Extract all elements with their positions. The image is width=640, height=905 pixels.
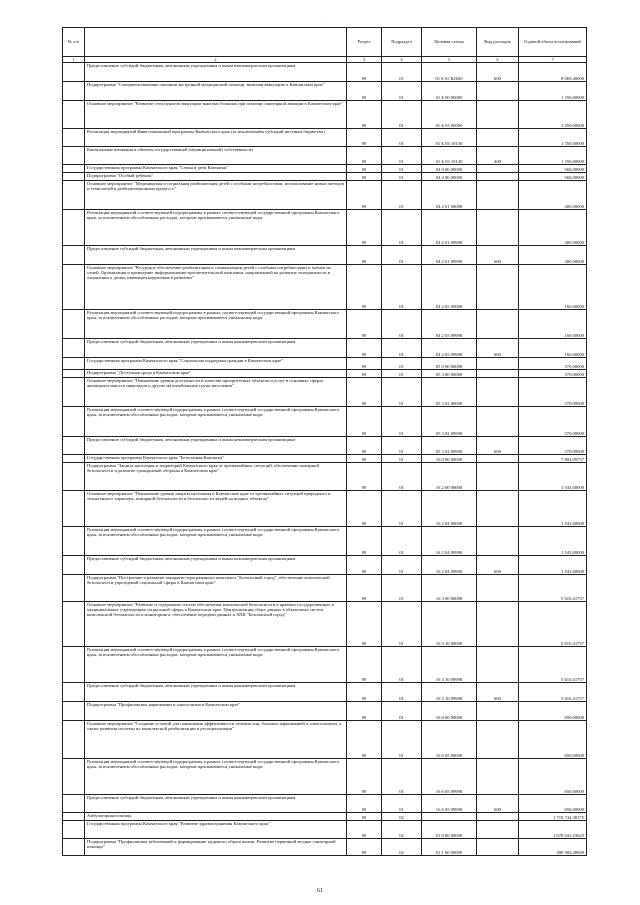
cell-number — [63, 575, 85, 602]
cell-amount: 1 718 744,38175 — [519, 813, 587, 821]
cell-podrazdel: 01 — [382, 556, 422, 575]
cell-statya: 04 2 05 09990 — [422, 339, 477, 358]
cell-podrazdel: 01 — [382, 147, 422, 165]
cell-podrazdel: 02 — [382, 839, 422, 856]
cell-number — [63, 339, 85, 358]
cell-statya: 01 Б 03 10130 — [422, 147, 477, 165]
cell-name: Основное мероприятие "Ресурсное обеспечение реабилитации и социализации детей с особыми потребностями и членов их семей. Организация и проведение информационно-просветительской кампании, направленной на развитие толерантности в отношении к детям, имеющим нарушения в развитии" — [85, 265, 347, 310]
cell-amount: 1 350,00000 — [519, 147, 587, 165]
cell-podrazdel: 01 — [382, 129, 422, 147]
cell-number — [63, 527, 85, 556]
header-amount: Годовой объем ассигнований — [519, 28, 587, 57]
budget-table — [62, 27, 587, 856]
cell-vid: 600 — [477, 556, 519, 575]
cell-podrazdel: 01 — [382, 437, 422, 455]
cell-statya: 16 3 10 09990 — [422, 647, 477, 683]
table-row — [63, 181, 587, 210]
cell-razdel: 09 — [347, 147, 382, 165]
cell-vid: 400 — [477, 147, 519, 165]
cell-statya: 01 8 01 R2020 — [422, 63, 477, 82]
cell-name: Предоставление субсидий бюджетным, автономным учреждениям и иным некоммерческим организациям — [85, 63, 347, 82]
cell-number — [63, 82, 85, 101]
column-number: 6 — [477, 57, 519, 63]
cell-number — [63, 795, 85, 813]
table-row — [63, 821, 587, 839]
cell-vid — [477, 491, 519, 527]
cell-name: Капитальные вложения в объекты государственной (муниципальной) собственности — [85, 147, 347, 165]
table-row — [63, 721, 587, 759]
cell-number — [63, 129, 85, 147]
cell-amount: 370,00000 — [519, 437, 587, 455]
cell-statya: 01 Б 03 10130 — [422, 129, 477, 147]
cell-podrazdel: 01 — [382, 491, 422, 527]
cell-number — [63, 463, 85, 491]
cell-name: Реализация мероприятий соответствующей подпрограммы в рамках соответствующей государственной программы Камчатского края, за исключением обособленных расходов, которым присваиваются уникальные коды — [85, 647, 347, 683]
cell-amount: 400,00000 — [519, 181, 587, 210]
page-number: 61 — [317, 888, 323, 894]
table-row — [63, 683, 587, 702]
cell-podrazdel: 01 — [382, 702, 422, 721]
table-row — [63, 575, 587, 602]
cell-vid: 600 — [477, 437, 519, 455]
table-row — [63, 527, 587, 556]
header-name — [85, 28, 347, 57]
cell-podrazdel: 01 — [382, 246, 422, 265]
cell-name: Реализация мероприятий Инвестиционной программы Камчатского края (за исключением субсидий местным бюджетам) — [85, 129, 347, 147]
cell-name: Подпрограмма "Построение и развитие аппаратно-программного комплекса "Безопасный город", обеспечение комплексной безопасности учреждений социальной сферы в Камчатском крае" — [85, 575, 347, 602]
cell-amount: 370,00000 — [519, 358, 587, 370]
cell-razdel: 09 — [347, 210, 382, 246]
cell-amount: 400,00000 — [519, 210, 587, 246]
cell-razdel: 09 — [347, 82, 382, 101]
cell-razdel: 09 — [347, 575, 382, 602]
column-number: 4 — [382, 57, 422, 63]
cell-razdel: 09 — [347, 63, 382, 82]
cell-name: Амбулаторная помощь — [85, 813, 347, 821]
cell-podrazdel: 01 — [382, 165, 422, 173]
cell-amount: 650,00000 — [519, 795, 587, 813]
cell-amount: 1 543,68000 — [519, 527, 587, 556]
cell-number — [63, 101, 85, 129]
table-row — [63, 370, 587, 378]
cell-vid — [477, 165, 519, 173]
table-row — [63, 358, 587, 370]
cell-statya: 16 2 00 00000 — [422, 463, 477, 491]
cell-razdel: 09 — [347, 129, 382, 147]
column-number: 2 — [85, 57, 347, 63]
cell-statya: 16 3 10 00000 — [422, 602, 477, 647]
table-row — [63, 759, 587, 795]
table-header-row — [63, 28, 587, 57]
cell-podrazdel: 01 — [382, 463, 422, 491]
table-row — [63, 246, 587, 265]
cell-vid: 600 — [477, 63, 519, 82]
cell-amount: 1 543,68000 — [519, 463, 587, 491]
cell-name: Основное мероприятие "Создание условий для повышения эффективности лечения лиц, больных наркоманией и алкоголизмом, а также развития системы их комплексной реабилитации и ресоциализации" — [85, 721, 347, 759]
table-row — [63, 210, 587, 246]
cell-number — [63, 181, 85, 210]
cell-vid — [477, 759, 519, 795]
cell-statya: 16 3 00 00000 — [422, 575, 477, 602]
table-row — [63, 63, 587, 82]
header-number: № п/п — [63, 28, 85, 57]
cell-amount: 1 350,00000 — [519, 129, 587, 147]
cell-statya: 05 3 00 00000 — [422, 370, 477, 378]
cell-name: Подпрограмма "Совершенствование оказания экстренной медицинской помощи, включая эвакуацию в Камчатском крае" — [85, 82, 347, 101]
cell-razdel: 09 — [347, 165, 382, 173]
cell-vid: 600 — [477, 339, 519, 358]
cell-vid — [477, 721, 519, 759]
table-row — [63, 463, 587, 491]
cell-number — [63, 407, 85, 437]
cell-amount: 650,00000 — [519, 702, 587, 721]
cell-number — [63, 491, 85, 527]
cell-razdel: 09 — [347, 173, 382, 181]
column-number: 1 — [63, 57, 85, 63]
table-body — [63, 63, 587, 856]
cell-podrazdel: 01 — [382, 173, 422, 181]
header-podrazdel: Подраздел — [382, 28, 422, 57]
cell-podrazdel: 01 — [382, 759, 422, 795]
cell-name: Подпрограмма "Профилактика заболеваний и формирование здорового образа жизни. Развитие первичной медико-санитарной помощи" — [85, 839, 347, 856]
cell-number — [63, 210, 85, 246]
cell-statya: 01 1 00 00000 — [422, 839, 477, 856]
cell-vid: 600 — [477, 795, 519, 813]
cell-name: Основное мероприятие "Медицинская и социальная реабилитация детей с особыми потребностями, использование новых методов и технологий в реабилитационном процессе" — [85, 181, 347, 210]
header-vid: Вид расходов — [477, 28, 519, 57]
cell-number — [63, 455, 85, 463]
cell-number — [63, 813, 85, 821]
cell-razdel: 09 — [347, 101, 382, 129]
cell-razdel: 09 — [347, 491, 382, 527]
cell-razdel: 09 — [347, 339, 382, 358]
cell-podrazdel: 01 — [382, 683, 422, 702]
cell-vid — [477, 82, 519, 101]
cell-podrazdel: 01 — [382, 82, 422, 101]
cell-amount: 1 543,68000 — [519, 556, 587, 575]
cell-statya: 16 6 05 09990 — [422, 759, 477, 795]
table-row — [63, 173, 587, 181]
table-row — [63, 310, 587, 339]
cell-razdel: 09 — [347, 265, 382, 310]
cell-name: Предоставление субсидий бюджетным, автономным учреждениям и иным некоммерческим организациям — [85, 246, 347, 265]
cell-razdel: 09 — [347, 602, 382, 647]
cell-podrazdel: 02 — [382, 821, 422, 839]
cell-vid — [477, 358, 519, 370]
cell-statya: 04 2 01 09990 — [422, 210, 477, 246]
cell-name: Государственная программа Камчатского края "Семья и дети Камчатки" — [85, 165, 347, 173]
cell-statya: 01 Б 00 00000 — [422, 82, 477, 101]
cell-statya: 16 6 05 09990 — [422, 795, 477, 813]
cell-number — [63, 647, 85, 683]
scan-mark: · — [322, 17, 324, 22]
table-row — [63, 455, 587, 463]
cell-amount: 160,00000 — [519, 310, 587, 339]
cell-amount: 370,00000 — [519, 407, 587, 437]
cell-vid — [477, 813, 519, 821]
cell-vid — [477, 407, 519, 437]
cell-amount: 400,00000 — [519, 246, 587, 265]
cell-name: Государственная программа Камчатского края "Развитие здравоохранения Камчатского края" — [85, 821, 347, 839]
cell-name: Подпрограмма "Профилактика наркомании и алкоголизма в Камчатском крае" — [85, 702, 347, 721]
cell-razdel: 09 — [347, 378, 382, 407]
cell-vid — [477, 821, 519, 839]
cell-vid — [477, 129, 519, 147]
cell-podrazdel: 01 — [382, 101, 422, 129]
cell-amount: 5 610,41757 — [519, 647, 587, 683]
cell-vid — [477, 310, 519, 339]
cell-podrazdel: 01 — [382, 265, 422, 310]
cell-number — [63, 839, 85, 856]
cell-vid — [477, 101, 519, 129]
cell-number — [63, 147, 85, 165]
table-row — [63, 795, 587, 813]
cell-statya: 04 0 00 00000 — [422, 165, 477, 173]
cell-number — [63, 165, 85, 173]
cell-name: Реализация мероприятий соответствующей подпрограммы в рамках соответствующей государственной программы Камчатского края, за исключением обособленных расходов, которым присваиваются уникальные коды — [85, 210, 347, 246]
cell-statya: 04 2 05 00000 — [422, 265, 477, 310]
cell-vid — [477, 370, 519, 378]
cell-number — [63, 556, 85, 575]
cell-razdel: 09 — [347, 463, 382, 491]
cell-statya: 04 2 05 09990 — [422, 310, 477, 339]
cell-podrazdel: 01 — [382, 455, 422, 463]
cell-razdel: 09 — [347, 556, 382, 575]
cell-number — [63, 683, 85, 702]
cell-podrazdel: 01 — [382, 527, 422, 556]
table-row — [63, 378, 587, 407]
cell-vid: 600 — [477, 683, 519, 702]
cell-statya — [422, 813, 477, 821]
cell-razdel: 09 — [347, 683, 382, 702]
cell-razdel: 09 — [347, 721, 382, 759]
table-row — [63, 265, 587, 310]
cell-amount: 5 610,41757 — [519, 683, 587, 702]
cell-podrazdel: 01 — [382, 795, 422, 813]
cell-amount: 370,00000 — [519, 370, 587, 378]
cell-amount: 650,00000 — [519, 759, 587, 795]
cell-statya: 16 2 04 00000 — [422, 491, 477, 527]
cell-name: Предоставление субсидий бюджетным, автономным учреждениям и иным некоммерческим организациям — [85, 339, 347, 358]
cell-statya: 16 3 10 09990 — [422, 683, 477, 702]
cell-podrazdel: 02 — [382, 813, 422, 821]
cell-podrazdel: 01 — [382, 370, 422, 378]
cell-name: Предоставление субсидий бюджетным, автономным учреждениям и иным некоммерческим организациям — [85, 556, 347, 575]
cell-number — [63, 310, 85, 339]
cell-razdel: 09 — [347, 246, 382, 265]
table-row — [63, 491, 587, 527]
cell-number — [63, 358, 85, 370]
cell-podrazdel: 01 — [382, 721, 422, 759]
cell-number — [63, 370, 85, 378]
table-row — [63, 129, 587, 147]
cell-statya: 05 3 02 09990 — [422, 437, 477, 455]
cell-vid — [477, 647, 519, 683]
table-row — [63, 839, 587, 856]
cell-razdel: 09 — [347, 310, 382, 339]
cell-statya: 01 Б 03 00000 — [422, 101, 477, 129]
cell-vid — [477, 181, 519, 210]
cell-name: Государственная программа Камчатского края "Безопасная Камчатка" — [85, 455, 347, 463]
cell-name: Реализация мероприятий соответствующей подпрограммы в рамках соответствующей государственной программы Камчатского края, за исключением обособленных расходов, которым присваиваются уникальные коды — [85, 759, 347, 795]
cell-name: Предоставление субсидий бюджетным, автономным учреждениям и иным некоммерческим организациям — [85, 683, 347, 702]
cell-statya: 01 0 00 00000 — [422, 821, 477, 839]
cell-razdel: 09 — [347, 358, 382, 370]
cell-name: Реализация мероприятий соответствующей подпрограммы в рамках соответствующей государственной программы Камчатского края, за исключением обособленных расходов, которым присваиваются уникальные коды — [85, 407, 347, 437]
cell-statya: 04 2 01 09990 — [422, 246, 477, 265]
cell-statya: 16 0 00 00000 — [422, 455, 477, 463]
cell-vid — [477, 575, 519, 602]
cell-vid — [477, 455, 519, 463]
cell-amount: 8 069,40000 — [519, 63, 587, 82]
cell-podrazdel: 01 — [382, 358, 422, 370]
cell-statya: 16 6 05 00000 — [422, 721, 477, 759]
header-statya: Целевая статья — [422, 28, 477, 57]
cell-name: Государственная программа Камчатского края "Социальная поддержка граждан в Камчатском крае" — [85, 358, 347, 370]
table-row — [63, 647, 587, 683]
cell-number — [63, 378, 85, 407]
cell-razdel: 09 — [347, 702, 382, 721]
cell-number — [63, 602, 85, 647]
cell-podrazdel: 01 — [382, 181, 422, 210]
cell-name: Предоставление субсидий бюджетным, автономным учреждениям и иным некоммерческим организациям — [85, 795, 347, 813]
cell-vid — [477, 839, 519, 856]
table-row — [63, 602, 587, 647]
cell-number — [63, 821, 85, 839]
cell-amount: 160,00000 — [519, 339, 587, 358]
header-razdel: Раздел — [347, 28, 382, 57]
cell-podrazdel: 01 — [382, 602, 422, 647]
cell-razdel: 09 — [347, 839, 382, 856]
cell-statya: 16 2 04 09990 — [422, 527, 477, 556]
cell-vid — [477, 378, 519, 407]
cell-number — [63, 437, 85, 455]
cell-vid: 600 — [477, 246, 519, 265]
cell-name: Предоставление субсидий бюджетным, автономным учреждениям и иным некоммерческим организациям — [85, 437, 347, 455]
column-number: 3 — [347, 57, 382, 63]
cell-statya: 04 2 00 00000 — [422, 173, 477, 181]
cell-vid — [477, 463, 519, 491]
cell-amount: 1 350,00000 — [519, 82, 587, 101]
cell-razdel: 09 — [347, 527, 382, 556]
cell-amount: 560,00000 — [519, 173, 587, 181]
cell-razdel: 09 — [347, 647, 382, 683]
cell-amount: 1 350,00000 — [519, 101, 587, 129]
cell-amount: 5 610,41757 — [519, 602, 587, 647]
cell-razdel: 09 — [347, 455, 382, 463]
cell-number — [63, 702, 85, 721]
cell-razdel: 09 — [347, 821, 382, 839]
cell-amount: 1 543,68000 — [519, 491, 587, 527]
column-number: 5 — [422, 57, 477, 63]
cell-number — [63, 63, 85, 82]
cell-name: Основное мероприятие "Повышение уровня защиты населения в Камчатском крае от чрезвычайных ситуаций природного и техногенного характера, пожарной безопасности и безопасности людей на водных объектах" — [85, 491, 347, 527]
cell-podrazdel: 01 — [382, 63, 422, 82]
cell-podrazdel: 01 — [382, 647, 422, 683]
cell-razdel: 09 — [347, 181, 382, 210]
cell-name: Основное мероприятие "Повышение уровня доступности и качества приоритетных объектов и услуг в основных сферах жизнедеятельности инвалидов и других маломобильных групп населения" — [85, 378, 347, 407]
table-row — [63, 407, 587, 437]
table-row — [63, 82, 587, 101]
cell-statya: 04 2 01 00000 — [422, 181, 477, 210]
cell-amount: 560,00000 — [519, 165, 587, 173]
cell-podrazdel: 01 — [382, 407, 422, 437]
cell-vid — [477, 265, 519, 310]
cell-name: Основное мероприятие "Развитие сети пунктов эвакуации тяжелых больных при помощи санитарной авиации в Камчатском крае" — [85, 101, 347, 129]
cell-number — [63, 246, 85, 265]
cell-amount: 160,00000 — [519, 265, 587, 310]
cell-name: Основное мероприятие "Развитие и содержание систем обеспечения комплексной безопасности в краевых государственных и муниципальных учреждениях социальной сферы в Камчатском крае. Централизация сбора данных в объектовых систем комплексной безопасности и мониторинга, обеспечение передачи данных в АПК "Безопасный город" — [85, 602, 347, 647]
cell-statya: 05 3 02 09990 — [422, 407, 477, 437]
table-row — [63, 813, 587, 821]
cell-vid — [477, 602, 519, 647]
cell-podrazdel: 01 — [382, 339, 422, 358]
cell-statya: 05 0 00 00000 — [422, 358, 477, 370]
cell-amount: 650,00000 — [519, 721, 587, 759]
cell-razdel: 09 — [347, 437, 382, 455]
table-row — [63, 339, 587, 358]
cell-amount: 1 670 041,23625 — [519, 821, 587, 839]
cell-number — [63, 759, 85, 795]
cell-razdel: 09 — [347, 407, 382, 437]
cell-statya: 16 2 04 09990 — [422, 556, 477, 575]
cell-vid — [477, 173, 519, 181]
cell-podrazdel: 01 — [382, 378, 422, 407]
cell-statya: 05 3 02 00000 — [422, 378, 477, 407]
cell-name: Реализация мероприятий соответствующей подпрограммы в рамках соответствующей государственной программы Камчатского края, за исключением обособленных расходов, которым присваиваются уникальные коды — [85, 527, 347, 556]
cell-amount: 7 804,09757 — [519, 455, 587, 463]
cell-amount: 490 903,48949 — [519, 839, 587, 856]
cell-podrazdel: 01 — [382, 310, 422, 339]
cell-razdel: 09 — [347, 370, 382, 378]
cell-statya: 16 6 00 00000 — [422, 702, 477, 721]
table-row — [63, 702, 587, 721]
cell-name: Подпрограмма "Доступная среда в Камчатском крае" — [85, 370, 347, 378]
cell-podrazdel: 01 — [382, 575, 422, 602]
cell-vid — [477, 527, 519, 556]
column-number: 7 — [519, 57, 587, 63]
cell-number — [63, 173, 85, 181]
table-row — [63, 556, 587, 575]
table-row — [63, 147, 587, 165]
cell-podrazdel: 01 — [382, 210, 422, 246]
table-row — [63, 165, 587, 173]
cell-number — [63, 721, 85, 759]
cell-vid — [477, 210, 519, 246]
cell-number — [63, 265, 85, 310]
cell-name: Реализация мероприятий соответствующей подпрограммы в рамках соответствующей государственной программы Камчатского края, за исключением обособленных расходов, которым присваиваются уникальные коды — [85, 310, 347, 339]
cell-name: Подпрограмма "Особый ребенок" — [85, 173, 347, 181]
cell-amount: 370,00000 — [519, 378, 587, 407]
cell-vid — [477, 702, 519, 721]
cell-razdel: 09 — [347, 813, 382, 821]
cell-amount: 5 610,41757 — [519, 575, 587, 602]
cell-razdel: 09 — [347, 795, 382, 813]
cell-razdel: 09 — [347, 759, 382, 795]
table-row — [63, 437, 587, 455]
table-row — [63, 101, 587, 129]
cell-name: Подпрограмма "Защита населения и территорий Камчатского края от чрезвычайных ситуаций, обеспечение пожарной безопасности и развитие гражданской обороны в Камчатском крае" — [85, 463, 347, 491]
